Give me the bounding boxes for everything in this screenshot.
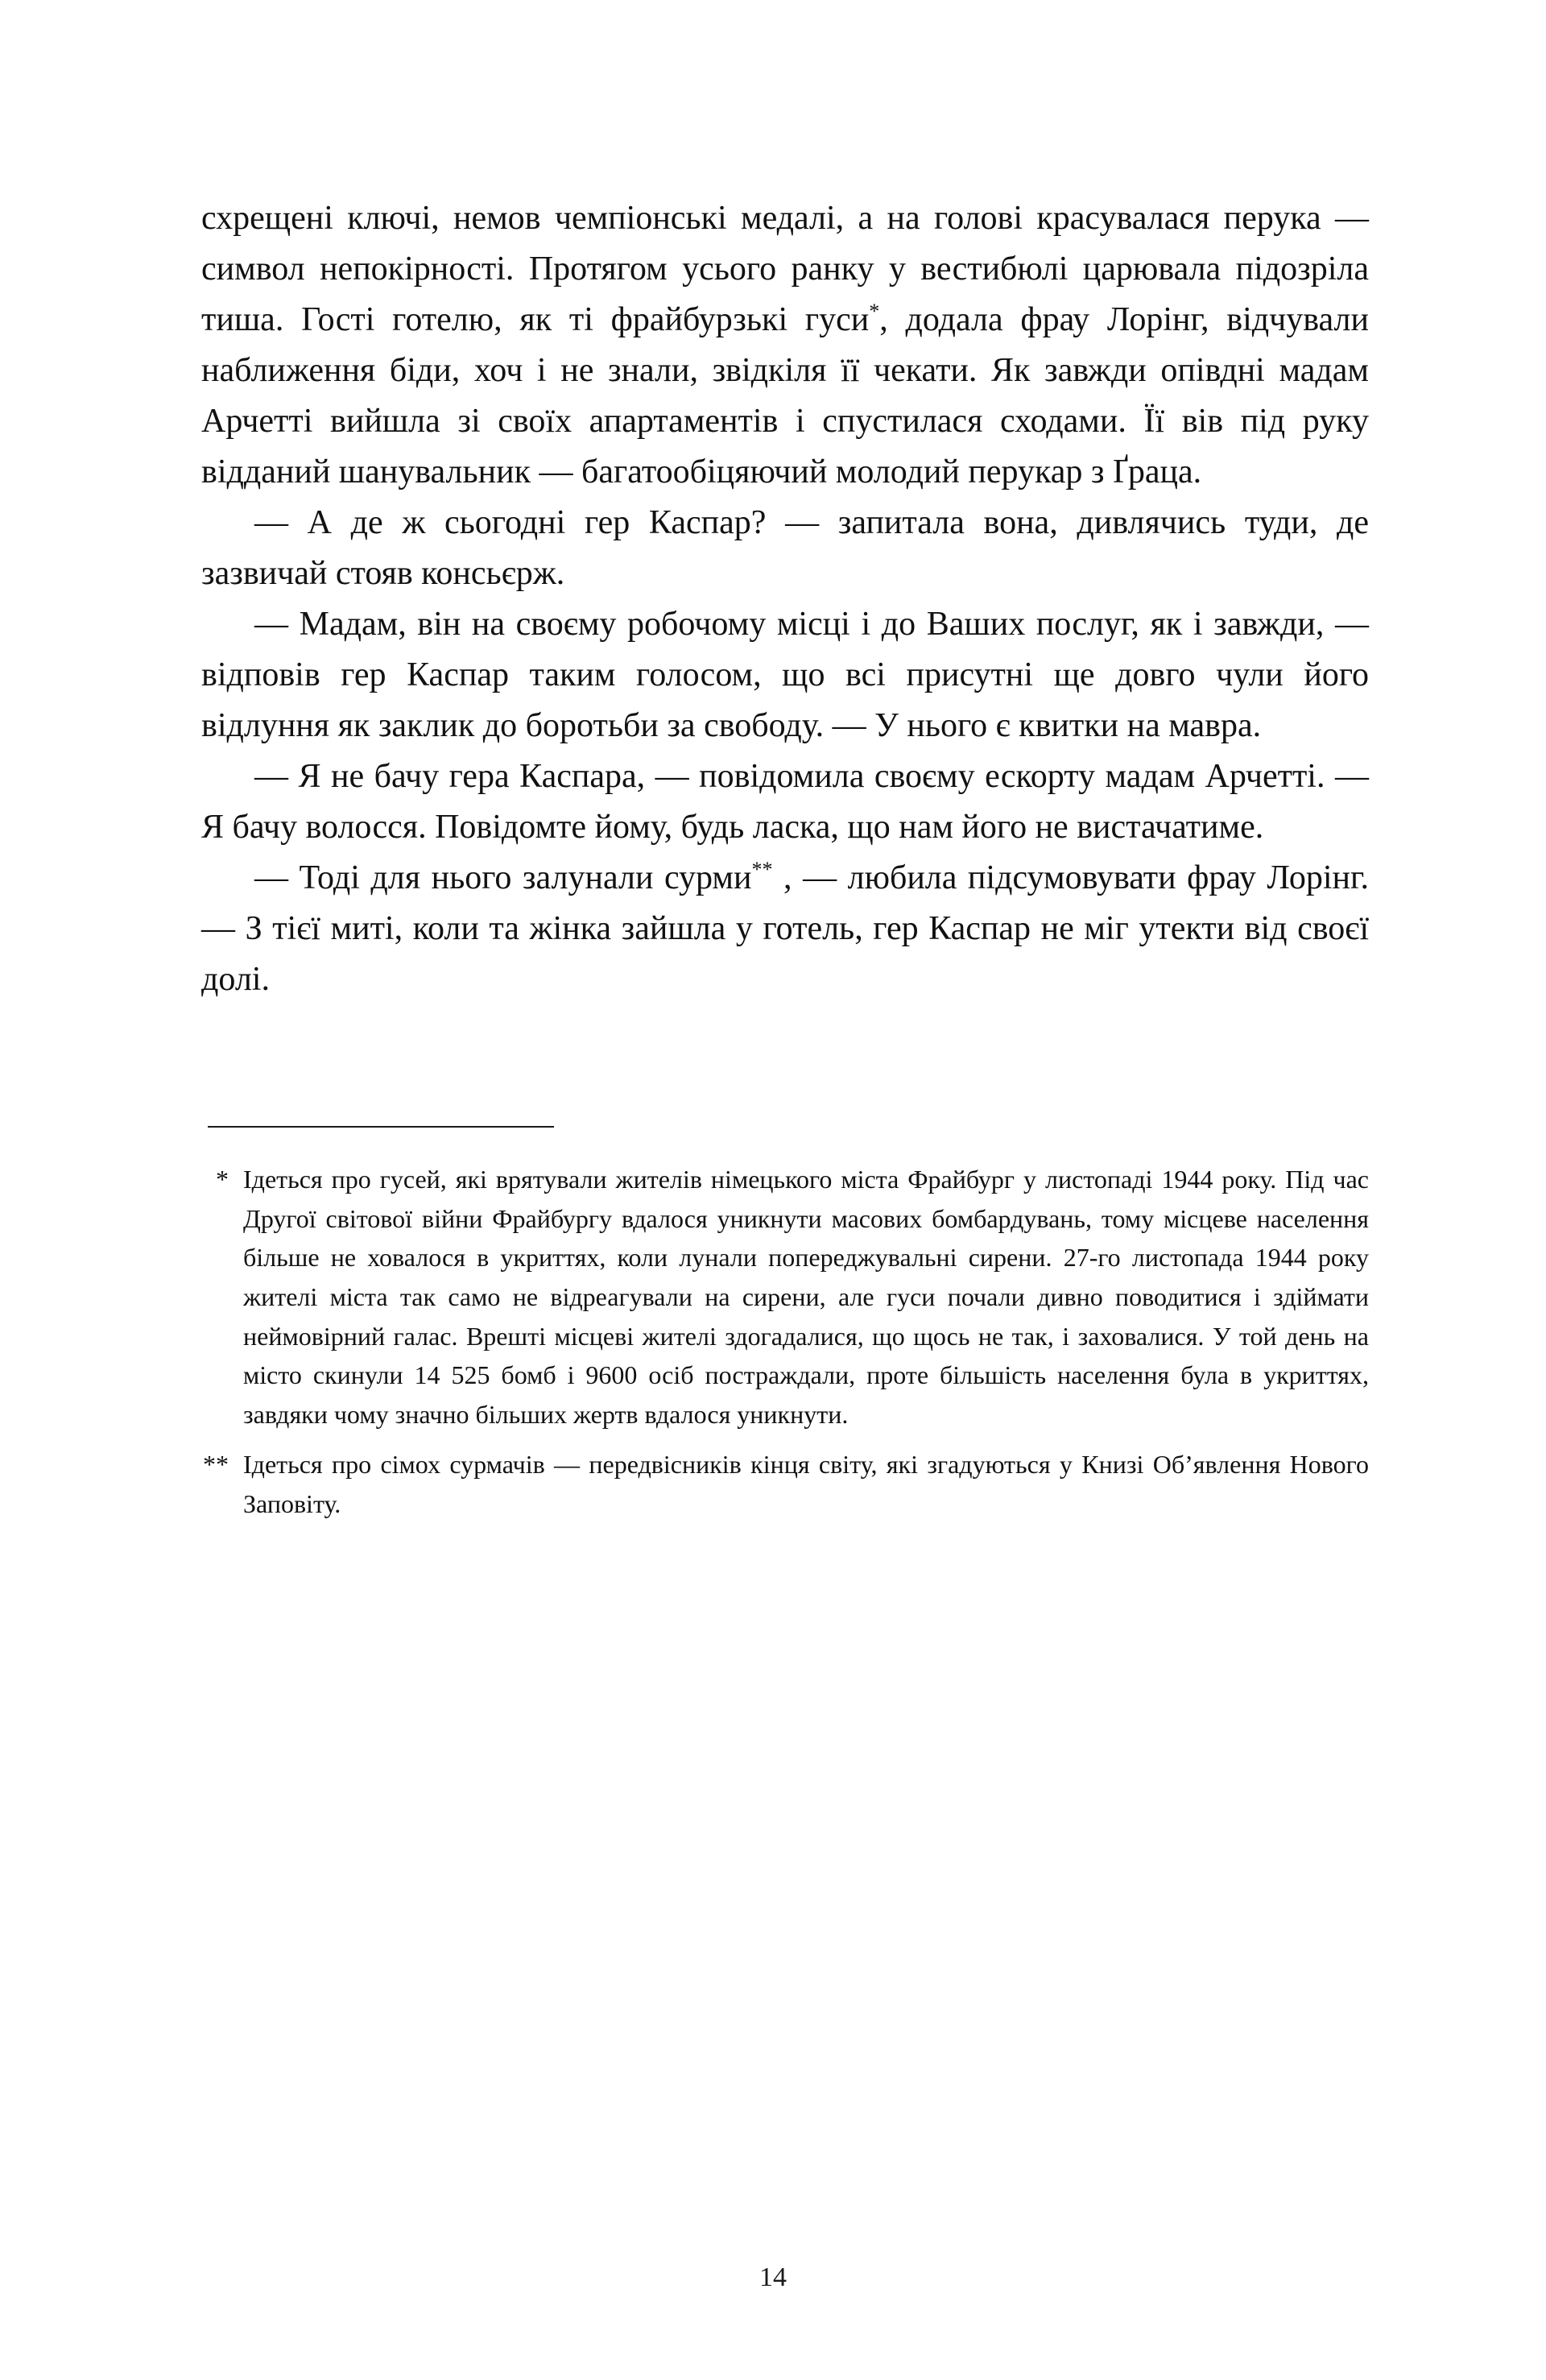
- footnote-separator-rule: [208, 1126, 554, 1128]
- paragraph: [201, 193, 1369, 498]
- footnote-marker: *: [869, 300, 880, 323]
- paragraph: [201, 853, 1369, 1005]
- footnote-text: Ідеться про гусей, які врятували жителів німецького міста Фрайбург у листопаді 1944 року. Під час Другої світової війни Фрайбургу вдалося уникнути масових бомбардувань, тому місцеве населення більше не ховалося в укриттях, коли лунали попереджувальні сирени. 27-го листопада 1944 року жителі міста так само не відреагували на сирени, але гуси почали дивно поводитися і здіймати неймовірний галас. Врешті місцеві жителі здогадалися, що щось не так, і заховалися. У той день на місто скинули 14 525 бомб і 9600 осіб постраждали, проте більшість населення була в укриттях, завдяки чому значно більших жертв вдалося уникнути.: [243, 1165, 1369, 1429]
- paragraph-text-continued: , — любила підсумовувати фрау Лорінг. — З тієї миті, коли та жінка зайшла у готель, гер Каспар не міг утекти від своєї долі.: [201, 859, 1369, 998]
- paragraph-text: — Тоді для нього залунали сурми: [254, 859, 752, 896]
- footnote-item: [201, 1160, 1369, 1434]
- page-number: 14: [759, 2262, 787, 2292]
- footnote-marker: *: [216, 1165, 229, 1194]
- paragraph-text-continued: , додала фрау Лорінг, відчували наближення біди, хоч і не знали, звідкіля її чекати. Як завжди опівдні мадам Арчетті вийшла зі своїх апартаментів і спустилася сходами. Її вів під руку відданий шанувальник — багатообіцяючий молодий перукар з Ґраца.: [201, 301, 1369, 490]
- paragraph: [201, 599, 1369, 751]
- paragraph: [201, 751, 1369, 853]
- footnote-area: [201, 1126, 1369, 1524]
- footnote-text: Ідеться про сімох сурмачів — передвісників кінця світу, які згадуються у Книзі Об’явлення Нового Заповіту.: [243, 1450, 1369, 1518]
- footnote-marker: **: [751, 858, 773, 881]
- paragraph-text: схрещені ключі, немов чемпіонські медалі, а на голові красувалася перука — символ непокірності. Протягом усього ранку у вестибюлі царювала підозріла тиша. Гості готелю, як ті фрайбурзькі гуси: [201, 200, 1369, 338]
- paragraph-text: — А де ж сьогодні гер Каспар? — запитала вона, дивлячись туди, де зазвичай стояв консьєрж.: [201, 504, 1369, 592]
- paragraph-text: — Я не бачу гера Каспара, — повідомила своєму ескорту мадам Арчетті. — Я бачу волосся. Повідомте йому, будь ласка, що нам його не вистачатиме.: [201, 758, 1369, 846]
- paragraph: [201, 498, 1369, 599]
- footnote-item: [201, 1445, 1369, 1523]
- body-text-block: [201, 193, 1369, 1005]
- footnote-marker: **: [203, 1450, 229, 1480]
- paragraph-text: — Мадам, він на своєму робочому місці і до Ваших послуг, як і завжди, — відповів гер Каспар таким голосом, що всі присутні ще довго чули його відлуння як заклик до боротьби за свободу. — У нього є квитки на мавра.: [201, 606, 1369, 744]
